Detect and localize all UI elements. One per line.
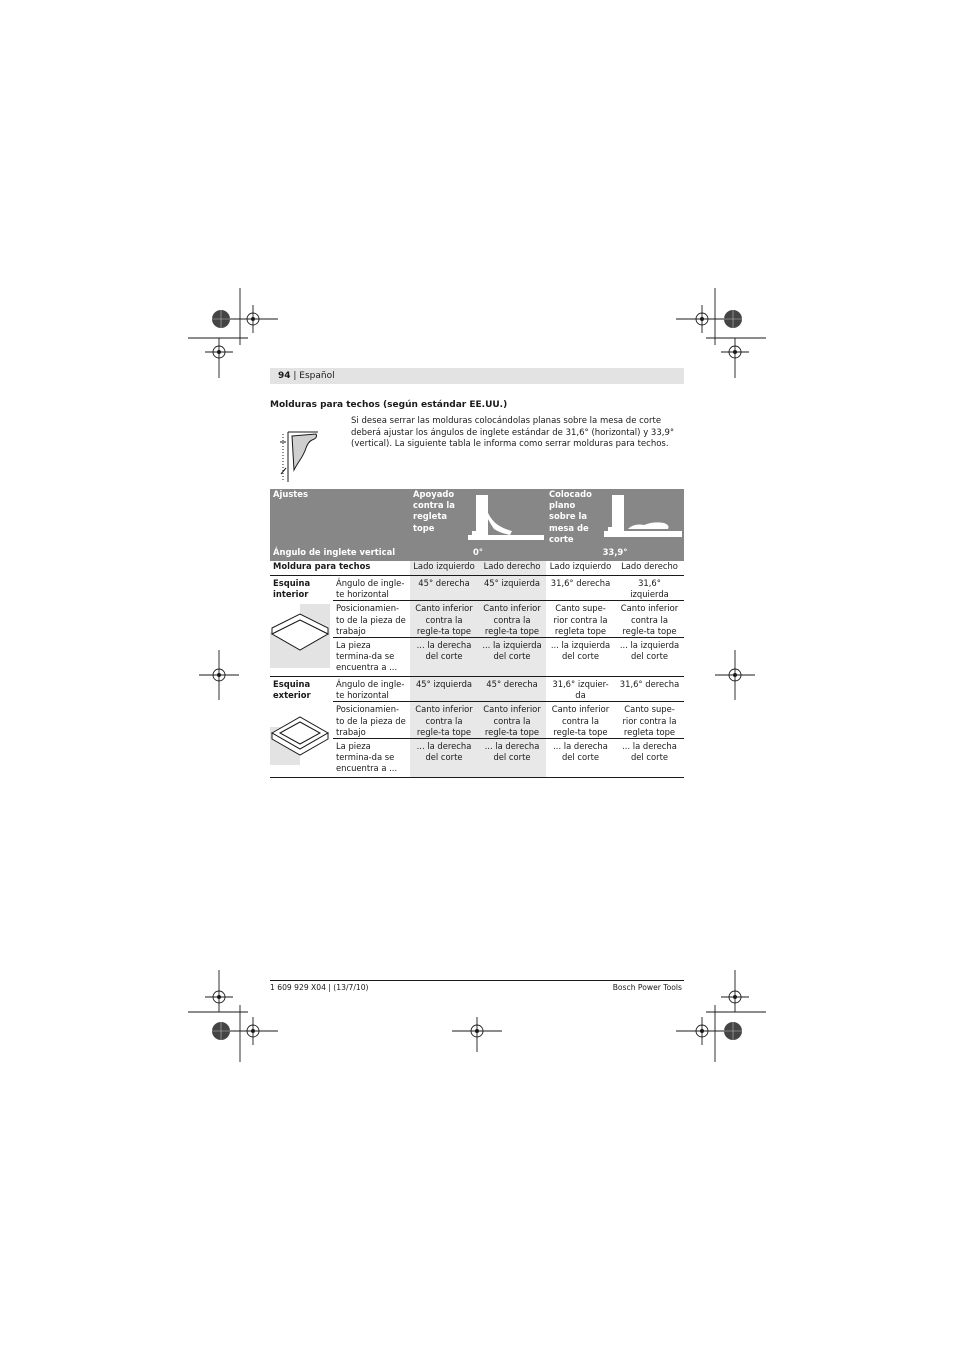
table-row <box>270 702 684 739</box>
lado-der-339: Lado derecho <box>615 561 684 576</box>
cell-value: 31,6° derecha <box>546 576 615 601</box>
cell-value: Canto inferior contra la regle-ta tope <box>546 702 615 739</box>
header-separator: | <box>290 371 300 381</box>
cell-value: ... la derecha del corte <box>615 739 684 778</box>
header-language: Español <box>299 371 335 381</box>
param-angulo-horizontal: Ángulo de ingle-te horizontal <box>333 677 410 702</box>
crown-molding-illustration <box>278 424 338 484</box>
table-row <box>270 601 684 638</box>
table-row <box>270 638 684 677</box>
angle-339: 33,9° <box>546 547 684 561</box>
cell-value: Canto supe-rior contra la regleta tope <box>615 702 684 739</box>
header-colocado: Colocado plano sobre la mesa de corte <box>549 489 592 544</box>
ceiling-molding-table <box>270 489 684 778</box>
outside-corner-icon <box>270 705 330 765</box>
footer-brand: Bosch Power Tools <box>612 983 682 992</box>
row-moldura: Moldura para techos <box>270 561 410 576</box>
param-posicionamiento: Posicionamien-to de la pieza de trabajo <box>333 702 410 739</box>
angle-0: 0° <box>410 547 546 561</box>
header-ajustes: Ajustes <box>270 489 410 547</box>
table-row <box>270 677 684 702</box>
intro-paragraph: Si desea serrar las molduras colocándolas planas sobre la mesa de corte deberá ajustar los ángulos de inglete estándar de 31,6° (horizontal) y 33,9° (vertical). La siguiente tabla le informa como serrar molduras para techos. <box>351 416 675 449</box>
page-number: 94 <box>278 371 291 381</box>
intro-text <box>351 416 685 451</box>
cell-value: Canto supe-rior contra la regleta tope <box>546 601 615 638</box>
header-apoyado: Apoyado contra la regleta tope <box>413 489 455 533</box>
cell-value: Canto inferior contra la regle-ta tope <box>410 601 478 638</box>
cell-value: ... la izquierda del corte <box>546 638 615 677</box>
cell-value: ... la derecha del corte <box>546 739 615 778</box>
position-against-fence-icon <box>468 491 544 541</box>
cell-value: 45° izquierda <box>410 677 478 702</box>
lado-der-0: Lado derecho <box>478 561 546 576</box>
footer-document-id: 1 609 929 X04 | (13/7/10) <box>270 983 369 992</box>
param-angulo-horizontal: Ángulo de ingle-te horizontal <box>333 576 410 601</box>
section-title: Molduras para techos (según estándar EE.UU.) <box>270 400 508 410</box>
cell-value: 31,6° izquierda <box>615 576 684 601</box>
cell-value: Canto inferior contra la regle-ta tope <box>615 601 684 638</box>
cell-value: ... la derecha del corte <box>478 739 546 778</box>
table-row <box>270 739 684 778</box>
cell-value: 31,6° izquier-da <box>546 677 615 702</box>
inside-corner-icon <box>270 604 330 668</box>
lado-izq-0: Lado izquierdo <box>410 561 478 576</box>
esquina-interior-label: Esquina interior <box>273 578 311 600</box>
param-posicionamiento: Posicionamien-to de la pieza de trabajo <box>333 601 410 638</box>
cell-value: Canto inferior contra la regle-ta tope <box>410 702 478 739</box>
cell-value: 45° izquierda <box>478 576 546 601</box>
footer-rule <box>270 980 684 981</box>
cell-value: Canto inferior contra la regle-ta tope <box>478 601 546 638</box>
cell-value: 45° derecha <box>410 576 478 601</box>
cell-value: ... la derecha del corte <box>410 739 478 778</box>
lado-izq-339: Lado izquierdo <box>546 561 615 576</box>
param-pieza-terminada: La pieza termina-da se encuentra a ... <box>333 739 410 778</box>
cell-value: Canto inferior contra la regle-ta tope <box>478 702 546 739</box>
cell-value: 45° derecha <box>478 677 546 702</box>
cell-value: ... la derecha del corte <box>410 638 478 677</box>
table-row <box>270 576 684 601</box>
esquina-exterior-label: Esquina exterior <box>273 679 311 701</box>
page-header <box>270 368 684 384</box>
cell-value: 31,6° derecha <box>615 677 684 702</box>
header-angulo-vertical: Ángulo de inglete vertical <box>270 547 410 561</box>
cell-value: ... la izquierda del corte <box>478 638 546 677</box>
param-pieza-terminada: La pieza termina-da se encuentra a ... <box>333 638 410 677</box>
cell-value: ... la izquierda del corte <box>615 638 684 677</box>
position-flat-on-table-icon <box>604 491 682 541</box>
